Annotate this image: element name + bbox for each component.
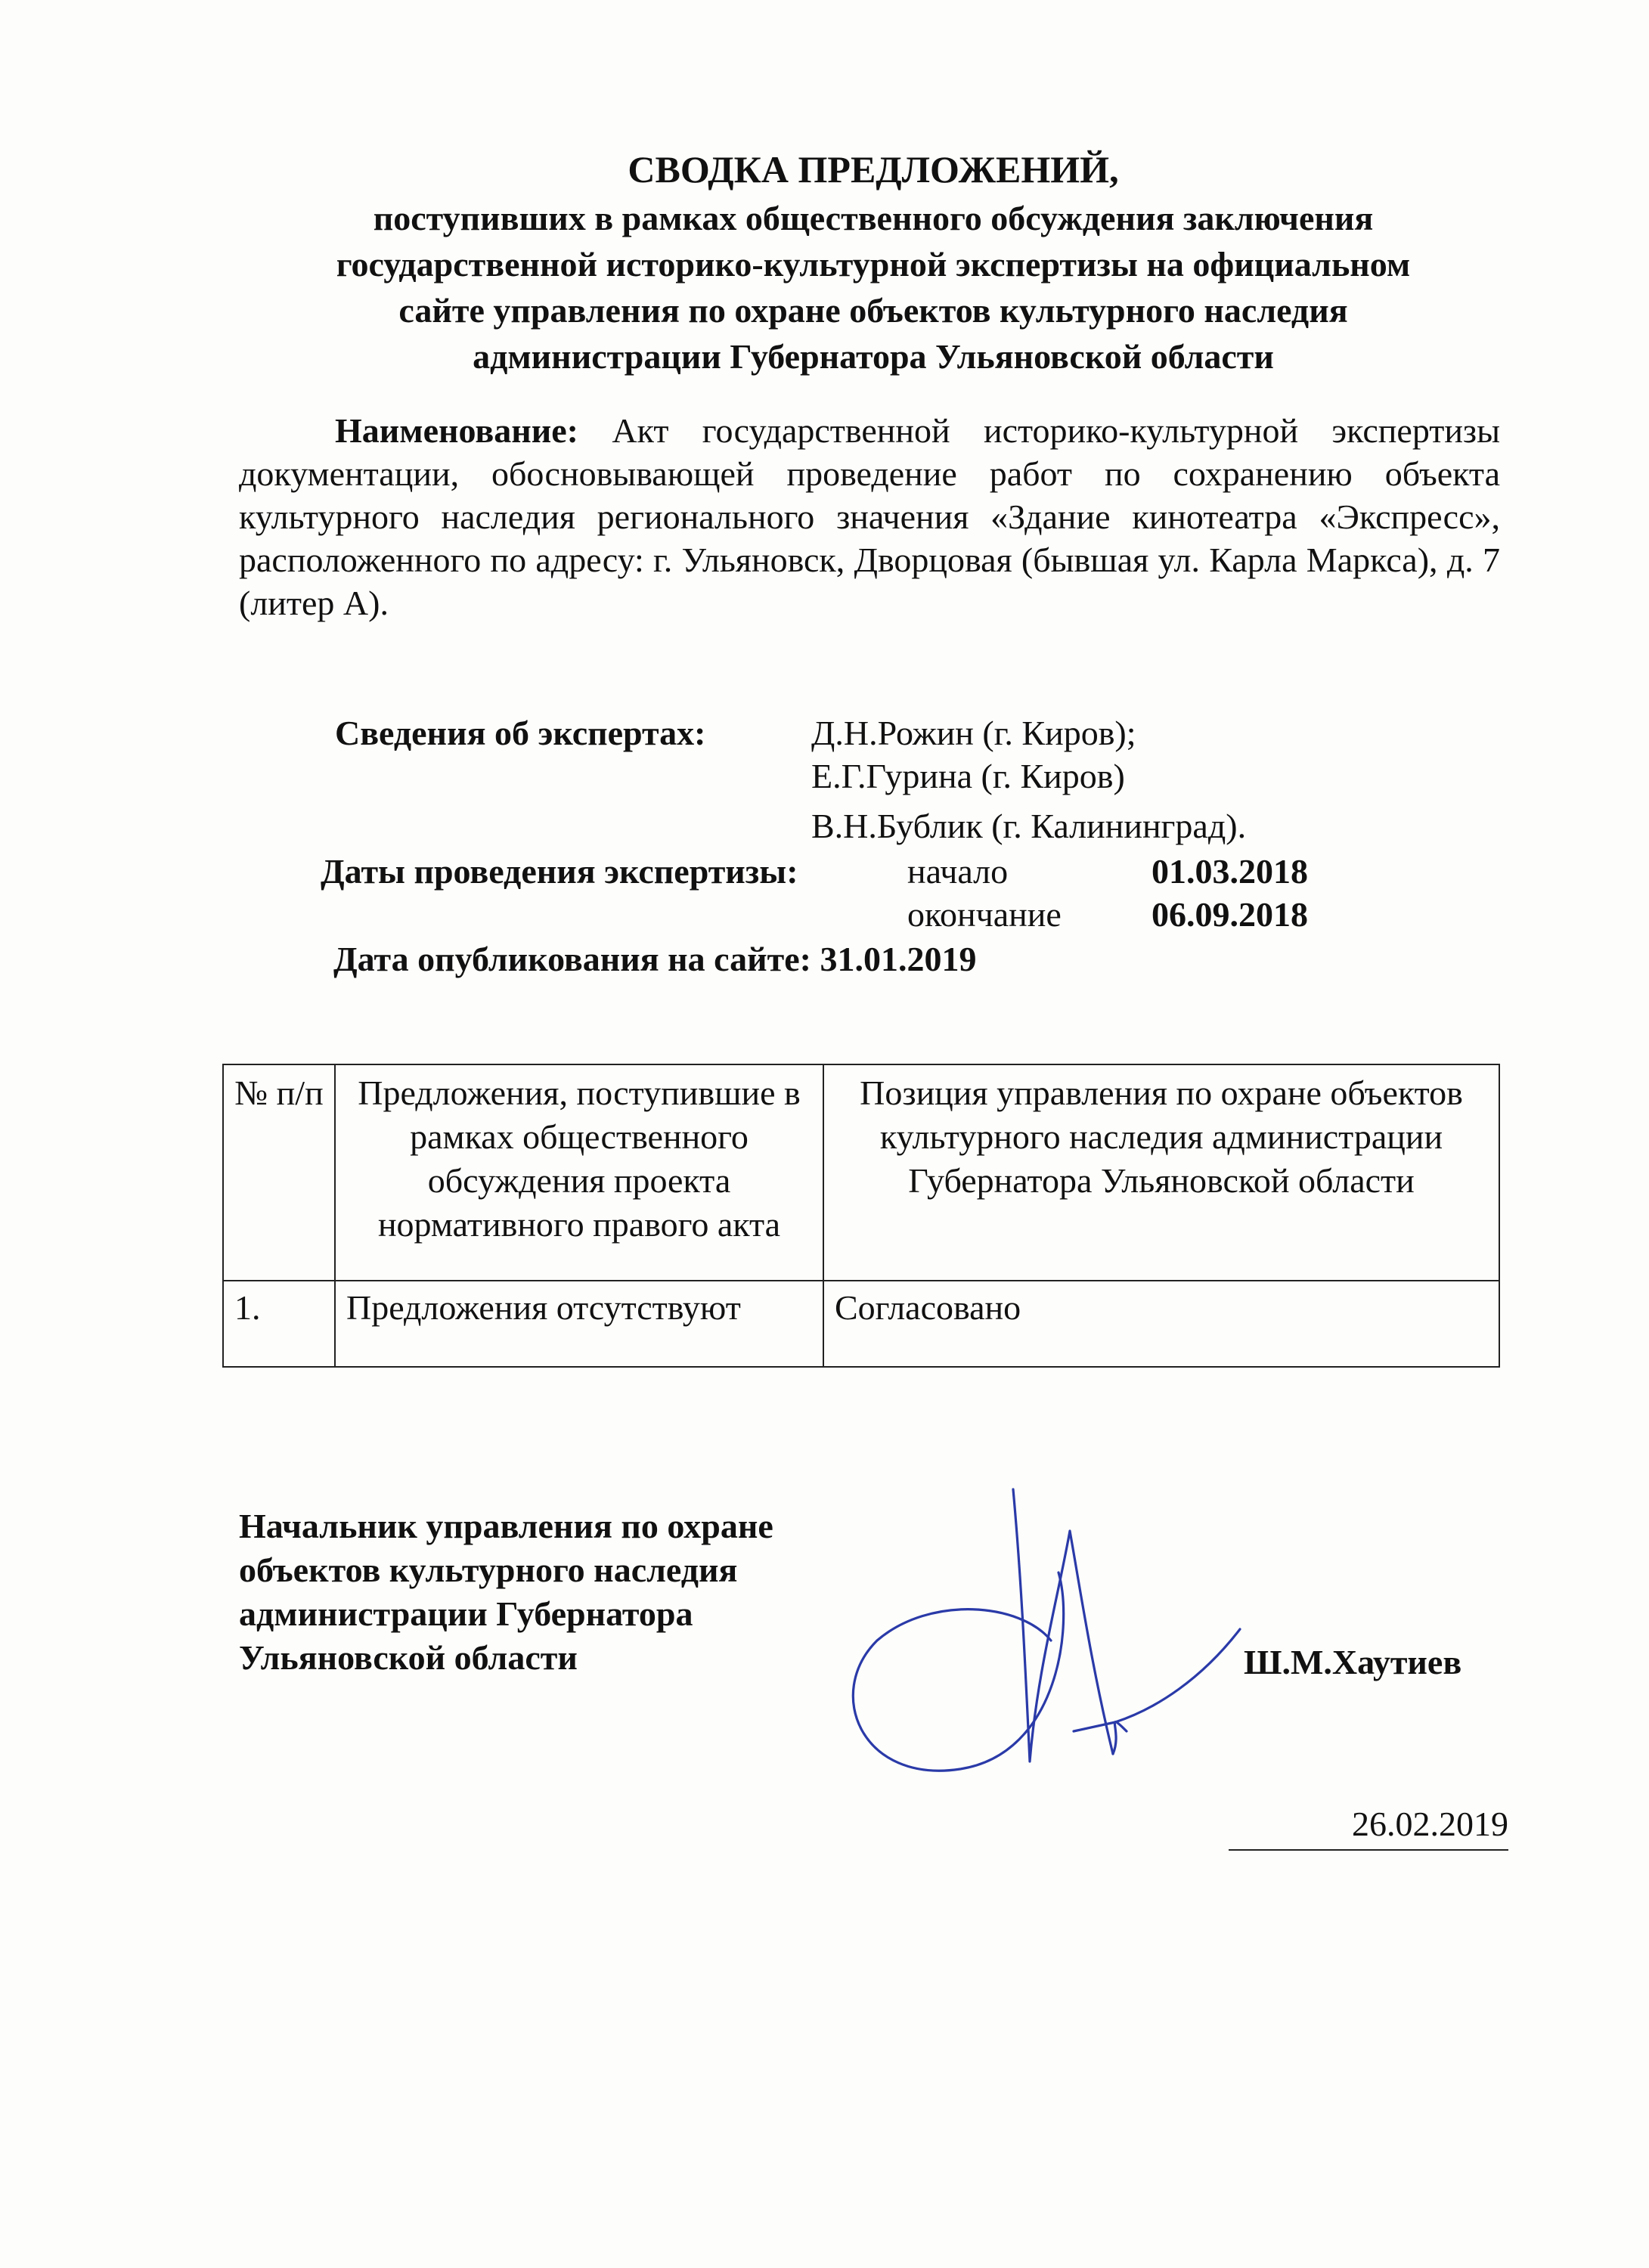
expert-item: В.Н.Бублик (г. Калининград). bbox=[811, 807, 1247, 845]
expert-item: Д.Н.Рожин (г. Киров); bbox=[811, 714, 1136, 752]
start-date-label: начало bbox=[907, 852, 1009, 891]
table-header-row bbox=[223, 1064, 1499, 1281]
document-title: СВОДКА ПРЕДЛОЖЕНИЙ, bbox=[628, 148, 1119, 191]
position-line: Начальник управления по охране bbox=[239, 1507, 773, 1545]
experts-label: Сведения об экспертах: bbox=[335, 714, 706, 752]
cell-proposal: Предложения отсутствуют bbox=[335, 1281, 823, 1367]
end-date-value: 06.09.2018 bbox=[1152, 895, 1308, 934]
signature-date: 26.02.2019 bbox=[1229, 1804, 1508, 1851]
cell-number: 1. bbox=[223, 1281, 335, 1367]
header-proposals: Предложения, поступившие в рамках общественного обсуждения проекта нормативного правого акта bbox=[335, 1064, 823, 1281]
published-value: 31.01.2019 bbox=[820, 940, 977, 978]
start-date-value: 01.03.2018 bbox=[1152, 852, 1308, 891]
signatory-name: Ш.М.Хаутиев bbox=[1244, 1643, 1462, 1681]
document-title-block bbox=[227, 144, 1520, 380]
position-line: объектов культурного наследия bbox=[239, 1551, 738, 1589]
header-position: Позиция управления по охране объектов культурного наследия администрации Губернатора Ульяновской области bbox=[823, 1064, 1499, 1281]
subtitle-line: поступивших в рамках общественного обсуждения заключения bbox=[373, 199, 1374, 237]
table-row bbox=[223, 1281, 1499, 1367]
position-line: Ульяновской области bbox=[239, 1638, 578, 1677]
signature-stroke bbox=[1113, 1722, 1127, 1754]
header-number: № п/п bbox=[223, 1064, 335, 1281]
handwritten-signature bbox=[832, 1482, 1255, 1799]
signature-stroke bbox=[1074, 1629, 1240, 1731]
published-line bbox=[333, 937, 976, 981]
cell-position: Согласовано bbox=[823, 1281, 1499, 1367]
published-label: Дата опубликования на сайте: bbox=[333, 940, 811, 978]
subtitle-line: сайте управления по охране объектов культурного наследия bbox=[398, 291, 1348, 330]
subtitle-line: администрации Губернатора Ульяновской области bbox=[473, 337, 1274, 376]
name-text: Акт государственной историко-культурной экспертизы документации, обосновывающей проведение работ по сохранению объекта культурного наследия регионального значения «Здание кинотеатра «Экспресс», расположенного по адресу: г. Ульяновск, Дворцовая (бывшая ул. Карла Маркса), д. 7 (литер А). bbox=[239, 411, 1501, 622]
name-label: Наименование: bbox=[335, 411, 578, 450]
signatory-position bbox=[239, 1504, 889, 1680]
subtitle-line: государственной историко-культурной экспертизы на официальном bbox=[336, 245, 1411, 284]
name-paragraph bbox=[239, 409, 1500, 624]
dates-label: Даты проведения экспертизы: bbox=[321, 852, 798, 891]
expert-item: Е.Г.Гурина (г. Киров) bbox=[811, 757, 1125, 795]
proposals-table bbox=[222, 1064, 1500, 1368]
end-date-label: окончание bbox=[907, 895, 1062, 934]
position-line: администрации Губернатора bbox=[239, 1594, 693, 1633]
